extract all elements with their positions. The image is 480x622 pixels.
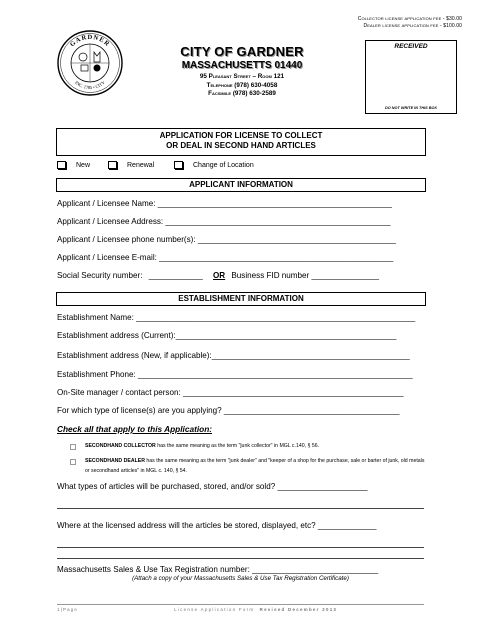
revision-date: Revised December 2013 (259, 607, 338, 612)
secondhand-collector-option[interactable] (70, 442, 425, 452)
dealer-fee: Dealer license application fee - $100.00 (363, 23, 462, 29)
option-renewal-label: Renewal (127, 161, 155, 169)
page-footer (57, 604, 424, 612)
articles-question-field[interactable]: What types of articles will be purchased, stored, and/or sold? ____________________ (57, 482, 368, 491)
collector-fee: Collector license application fee - $30.00 (357, 16, 462, 22)
ssn-label: Social Security number: (57, 271, 143, 280)
applicant-name-field[interactable]: Applicant / Licensee Name: ____________________________________________________ (57, 199, 392, 208)
storage-answer-line-1[interactable] (57, 547, 424, 548)
applicant-address-field[interactable]: Applicant / Licensee Address: __________________________________________________ (57, 217, 391, 226)
applicant-heading: APPLICANT INFORMATION (56, 178, 426, 192)
ssn-field[interactable]: ____________ (148, 271, 203, 280)
or-label: OR (213, 271, 226, 280)
secondhand-dealer-option[interactable] (70, 457, 425, 476)
dealer-term: SECONDHAND DEALER (85, 458, 145, 464)
telephone: Telephone (978) 630-4058 (206, 81, 278, 89)
fid-field[interactable]: Business FID number _______________ (231, 271, 379, 280)
collector-checkbox[interactable] (70, 444, 76, 450)
applicant-phone-field[interactable]: Applicant / Licensee phone number(s): ____________________________________________ (57, 235, 396, 244)
form-title (56, 128, 426, 156)
form-name: License Application Form (174, 607, 255, 612)
city-name: CITY OF GARDNER (180, 44, 304, 59)
city-seal-icon (57, 30, 123, 96)
establishment-name-field[interactable]: Establishment Name: ______________________________________________________________ (57, 313, 416, 322)
dealer-definition: has the same meaning as the term "junk dealer" and "keeper of a shop for the purchase, sale or barter of junk, old metals or secondhand articles" in MGL c. 140, § 54. (85, 458, 425, 474)
storage-answer-line-2[interactable] (57, 558, 424, 559)
establishment-address-current-field[interactable]: Establishment address (Current):_________________________________________________ (57, 331, 397, 340)
option-change-location[interactable] (174, 161, 254, 169)
establishment-heading: ESTABLISHMENT INFORMATION (56, 292, 426, 306)
fee-notice (358, 16, 462, 30)
facsimile: Facsimile (978) 630-2589 (208, 90, 276, 97)
option-renewal[interactable] (108, 161, 154, 169)
page-number: 1 | P a g e (57, 607, 77, 612)
applicant-email-field[interactable]: Applicant / Licensee E-mail: ____________________________________________________ (57, 253, 394, 262)
ssn-fid-row (57, 271, 425, 280)
checkbox-new[interactable] (57, 161, 66, 169)
option-change-location-label: Change of Location (193, 161, 254, 169)
street-address: 95 Pleasant Street – Room 121 (199, 73, 285, 80)
storage-question-field[interactable]: Where at the licensed address will the articles be stored, displayed, etc? _____________ (57, 521, 377, 530)
option-new[interactable] (57, 161, 90, 169)
state-zip: MASSACHUSETTS 01440 (181, 60, 303, 71)
articles-answer-line[interactable] (57, 508, 424, 509)
title-line-1: APPLICATION FOR LICENSE TO COLLECT (159, 131, 323, 140)
manager-field[interactable]: On-Site manager / contact person: _________________________________________________ (57, 388, 404, 397)
received-box (365, 40, 457, 114)
establishment-address-new-field[interactable]: Establishment address (New, if applicable):____________________________________________ (57, 351, 410, 360)
option-new-label: New (76, 161, 91, 169)
letterhead (172, 44, 312, 99)
checkbox-renewal[interactable] (108, 161, 117, 169)
license-type-field[interactable]: For which type of license(s) are you applying? _______________________________________ (57, 406, 400, 415)
title-line-2: OR DEAL IN SECOND HAND ARTICLES (166, 140, 316, 150)
collector-definition: has the same meaning as the term "junk collector" in MGL c.140, § 56. (155, 443, 320, 449)
tax-note: (Attach a copy of your Massachusetts Sales & Use Tax Registration Certificate) (132, 575, 349, 582)
seal-top-text: GARDNER (68, 33, 112, 49)
tax-registration-field[interactable]: Massachusetts Sales & Use Tax Registration number: ____________________________ (57, 565, 379, 574)
seal-bottom-text: INC. 1785 • CITY (74, 79, 106, 91)
collector-term: SECONDHAND COLLECTOR (85, 443, 156, 449)
dealer-checkbox[interactable] (70, 459, 76, 465)
establishment-phone-field[interactable]: Establishment Phone: _____________________________________________________________ (57, 370, 413, 379)
checkbox-change-location[interactable] (174, 161, 183, 169)
check-heading: Check all that apply to this Application: (57, 424, 213, 434)
received-note: DO NOT WRITE IN THIS BOX (385, 106, 437, 110)
received-title: RECEIVED (394, 43, 428, 50)
